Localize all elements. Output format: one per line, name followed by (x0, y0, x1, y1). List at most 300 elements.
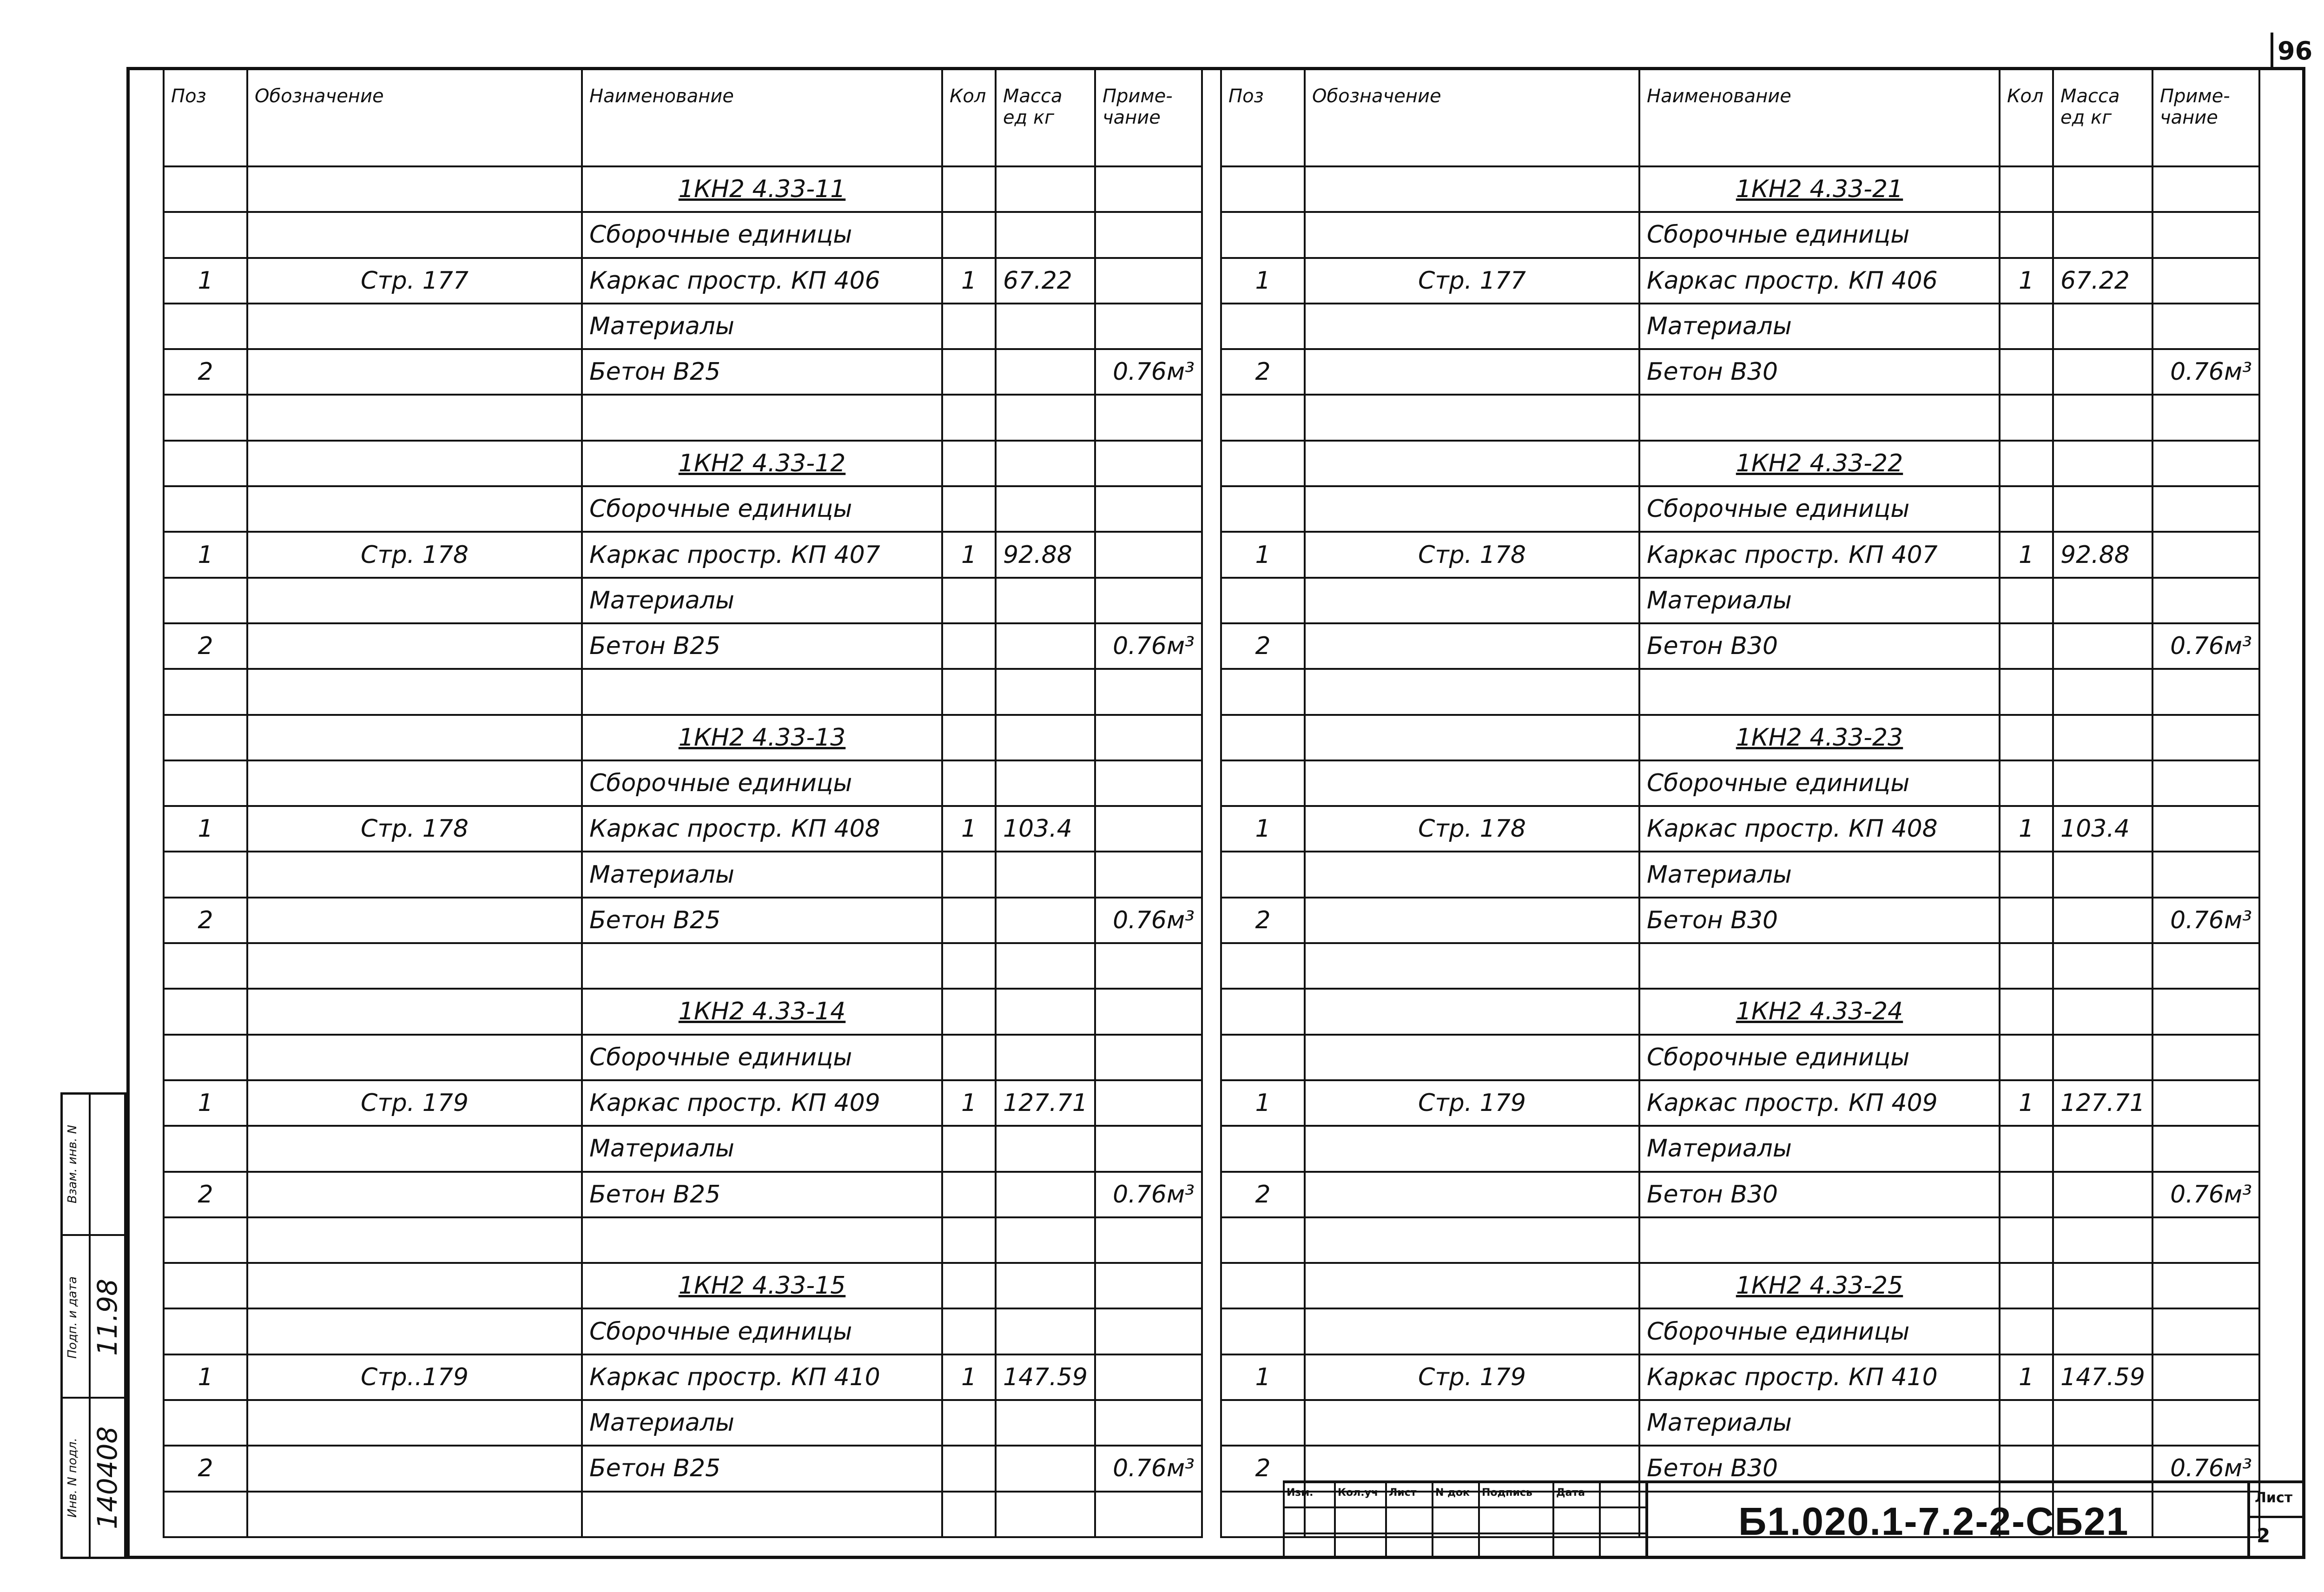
cell-designation: Стр. 178 (247, 532, 582, 577)
cell-name: Каркас простр. КП 409 (1639, 1080, 2000, 1126)
cell-note (1095, 715, 1202, 760)
grid-line (1334, 1483, 1336, 1559)
cell-pos (164, 578, 247, 623)
cell-mass (996, 715, 1095, 760)
cell-name: Материалы (1639, 852, 2000, 897)
cell-mass (996, 1172, 1095, 1217)
cell-qty (942, 578, 996, 623)
tb-col-list: Лист (1389, 1487, 1417, 1499)
cell-name (582, 395, 942, 440)
cell-pos (164, 1492, 247, 1537)
cell-name: Бетон В25 (582, 623, 942, 669)
cell-qty (2000, 898, 2053, 943)
cell-note (2152, 578, 2259, 623)
cell-name: Материалы (1639, 578, 2000, 623)
cell-note (2152, 441, 2259, 486)
grid-line (1552, 1483, 1554, 1559)
cell-pos (164, 715, 247, 760)
group-title: 1КН2 4.33-21 (1639, 166, 2000, 212)
header-pos: Поз (1221, 68, 1305, 166)
cell-mass (996, 486, 1095, 532)
cell-name (582, 669, 942, 714)
cell-mass (996, 1446, 1095, 1491)
inv-orig-label: Инв. N подл. (66, 1438, 79, 1518)
cell-note (1095, 578, 1202, 623)
cell-name: Сборочные единицы (1639, 760, 2000, 806)
cell-name: Каркас простр. КП 407 (582, 532, 942, 577)
cell-designation (1305, 395, 1639, 440)
table-row (164, 1446, 1202, 1491)
table-row (1221, 1080, 2259, 1126)
cell-name: Материалы (1639, 304, 2000, 349)
cell-mass (2053, 486, 2152, 532)
cell-qty (942, 166, 996, 212)
header-mass: Масса ед кг (2053, 68, 2152, 166)
cell-mass: 147.59 (2053, 1354, 2152, 1400)
cell-mass (996, 669, 1095, 714)
cell-mass (996, 212, 1095, 258)
table-row (164, 441, 1202, 486)
cell-mass: 103.4 (2053, 806, 2152, 852)
cell-pos (1221, 1400, 1305, 1446)
cell-qty (2000, 395, 2053, 440)
cell-note (2152, 852, 2259, 897)
cell-pos (164, 669, 247, 714)
spec-header-row (1221, 68, 2259, 166)
cell-mass (2053, 623, 2152, 669)
cell-note (1095, 304, 1202, 349)
cell-name: Бетон В25 (582, 1172, 942, 1217)
cell-name (582, 1217, 942, 1263)
table-row (1221, 1172, 2259, 1217)
cell-designation (247, 852, 582, 897)
cell-pos (1221, 943, 1305, 989)
cell-name (1639, 1217, 2000, 1263)
page-number: 96 (2278, 36, 2313, 66)
cell-designation: Стр. 179 (1305, 1354, 1639, 1400)
cell-note (2152, 715, 2259, 760)
cell-pos (164, 304, 247, 349)
cell-qty (942, 852, 996, 897)
cell-designation (247, 760, 582, 806)
cell-pos: 2 (164, 1172, 247, 1217)
cell-mass: 67.22 (2053, 258, 2152, 304)
cell-mass (2053, 1172, 2152, 1217)
cell-pos (1221, 669, 1305, 714)
cell-mass (2053, 441, 2152, 486)
cell-name: Материалы (1639, 1126, 2000, 1171)
cell-designation: Стр. 177 (247, 258, 582, 304)
cell-designation (247, 1446, 582, 1491)
table-row (1221, 258, 2259, 304)
cell-mass (996, 1400, 1095, 1446)
cell-mass (2053, 760, 2152, 806)
sheet-number-box (2247, 1483, 2305, 1559)
cell-qty (942, 1263, 996, 1308)
header-mass: Масса ед кг (996, 68, 1095, 166)
cell-name: Бетон В30 (1639, 898, 2000, 943)
cell-pos (1221, 166, 1305, 212)
cell-mass (996, 395, 1095, 440)
table-row (1221, 1126, 2259, 1171)
cell-note: 0.76м³ (1095, 349, 1202, 395)
cell-designation (1305, 349, 1639, 395)
grid-line (1432, 1483, 1433, 1559)
cell-name: Материалы (1639, 1400, 2000, 1446)
header-designation: Обозначение (1305, 68, 1639, 166)
cell-name: Сборочные единицы (582, 486, 942, 532)
cell-qty (942, 1400, 996, 1446)
cell-designation (247, 486, 582, 532)
table-row (164, 852, 1202, 897)
table-row (1221, 898, 2259, 943)
cell-qty (942, 669, 996, 714)
cell-designation (1305, 943, 1639, 989)
cell-designation (1305, 1308, 1639, 1354)
table-row (1221, 395, 2259, 440)
cell-note (1095, 669, 1202, 714)
table-row (164, 989, 1202, 1034)
cell-qty (942, 1308, 996, 1354)
cell-designation (1305, 1217, 1639, 1263)
cell-designation (247, 943, 582, 989)
cell-mass: 127.71 (2053, 1080, 2152, 1126)
cell-mass (2053, 1263, 2152, 1308)
cell-designation: Стр. 177 (1305, 258, 1639, 304)
tb-col-kol: Кол.уч (1338, 1487, 1379, 1499)
cell-note (1095, 441, 1202, 486)
cell-qty (942, 989, 996, 1034)
cell-name: Сборочные единицы (1639, 1035, 2000, 1080)
revision-grid (1283, 1483, 1645, 1559)
cell-qty (942, 1217, 996, 1263)
table-row (164, 1400, 1202, 1446)
cell-designation (247, 1400, 582, 1446)
cell-mass (996, 1308, 1095, 1354)
cell-name: Бетон В30 (1639, 349, 2000, 395)
group-title: 1КН2 4.33-12 (582, 441, 942, 486)
cell-name: Бетон В25 (582, 898, 942, 943)
cell-qty (2000, 1263, 2053, 1308)
cell-designation (247, 715, 582, 760)
cell-name: Сборочные единицы (582, 760, 942, 806)
tb-col-ndok: N док (1435, 1487, 1470, 1499)
table-row (164, 212, 1202, 258)
cell-pos (1221, 1217, 1305, 1263)
cell-name: Материалы (582, 578, 942, 623)
sheet-box-divider (2250, 1516, 2305, 1518)
cell-name: Каркас простр. КП 408 (582, 806, 942, 852)
cell-name (1639, 395, 2000, 440)
cell-mass (2053, 1217, 2152, 1263)
table-row (1221, 852, 2259, 897)
cell-name: Сборочные единицы (1639, 486, 2000, 532)
cell-mass: 92.88 (2053, 532, 2152, 577)
cell-name: Сборочные единицы (582, 212, 942, 258)
spec-header-row (164, 68, 1202, 166)
cell-qty (2000, 715, 2053, 760)
cell-pos: 1 (164, 806, 247, 852)
cell-name: Бетон В30 (1639, 1446, 2000, 1491)
table-row (1221, 806, 2259, 852)
spec-table-left (163, 67, 1203, 1538)
tb-col-izm: Изм. (1287, 1487, 1314, 1499)
cell-designation (247, 441, 582, 486)
cell-mass (2053, 852, 2152, 897)
cell-pos: 1 (164, 1354, 247, 1400)
table-row (164, 1217, 1202, 1263)
cell-name: Бетон В25 (582, 1446, 942, 1491)
cell-name (582, 943, 942, 989)
table-row (1221, 441, 2259, 486)
cell-mass (996, 943, 1095, 989)
cell-qty (2000, 989, 2053, 1034)
grid-line (1283, 1506, 1645, 1508)
cell-qty (942, 441, 996, 486)
cell-note: 0.76м³ (1095, 898, 1202, 943)
cell-pos: 2 (164, 1446, 247, 1491)
cell-qty (942, 304, 996, 349)
table-row (1221, 1308, 2259, 1354)
cell-name (1639, 669, 2000, 714)
cell-designation (1305, 898, 1639, 943)
table-row (1221, 1263, 2259, 1308)
cell-name: Бетон В25 (582, 349, 942, 395)
cell-name: Бетон В30 (1639, 623, 2000, 669)
cell-designation (247, 669, 582, 714)
table-row (1221, 1035, 2259, 1080)
cell-qty (2000, 486, 2053, 532)
table-row (164, 669, 1202, 714)
cell-pos (1221, 304, 1305, 349)
cell-pos (164, 1217, 247, 1263)
cell-pos: 2 (1221, 1172, 1305, 1217)
cell-qty: 1 (2000, 806, 2053, 852)
cell-designation (1305, 669, 1639, 714)
table-row (1221, 669, 2259, 714)
cell-qty (2000, 166, 2053, 212)
grid-line (1478, 1483, 1480, 1559)
table-row (164, 1080, 1202, 1126)
cell-mass (2053, 1400, 2152, 1446)
cell-note (2152, 989, 2259, 1034)
cell-qty: 1 (942, 806, 996, 852)
cell-name: Бетон В30 (1639, 1172, 2000, 1217)
table-row (164, 760, 1202, 806)
cell-qty (942, 715, 996, 760)
header-name: Наименование (1639, 68, 2000, 166)
table-row (164, 578, 1202, 623)
cell-name: Каркас простр. КП 406 (1639, 258, 2000, 304)
cell-mass: 92.88 (996, 532, 1095, 577)
sign-date-label: Подп. и дата (66, 1276, 79, 1359)
cell-pos (1221, 395, 1305, 440)
cell-note (1095, 852, 1202, 897)
cell-pos (164, 989, 247, 1034)
table-row (1221, 1400, 2259, 1446)
spec-table-right (1220, 67, 2260, 1538)
cell-name: Каркас простр. КП 409 (582, 1080, 942, 1126)
header-qty: Кол (942, 68, 996, 166)
cell-designation: Стр. 178 (247, 806, 582, 852)
cell-qty: 1 (942, 532, 996, 577)
cell-designation (247, 1217, 582, 1263)
cell-note (2152, 304, 2259, 349)
cell-designation (1305, 1172, 1639, 1217)
cell-pos: 1 (1221, 258, 1305, 304)
table-row (164, 806, 1202, 852)
cell-designation (1305, 486, 1639, 532)
cell-qty (2000, 623, 2053, 669)
cell-pos (164, 441, 247, 486)
cell-qty (942, 212, 996, 258)
cell-note: 0.76м³ (1095, 1446, 1202, 1491)
cell-designation (247, 1263, 582, 1308)
cell-name (582, 1492, 942, 1537)
cell-mass (996, 898, 1095, 943)
cell-mass (996, 989, 1095, 1034)
cell-note: 0.76м³ (2152, 1446, 2259, 1491)
cell-name: Каркас простр. КП 410 (582, 1354, 942, 1400)
cell-note (2152, 1080, 2259, 1126)
cell-pos: 1 (164, 532, 247, 577)
cell-qty (2000, 304, 2053, 349)
cell-name: Каркас простр. КП 407 (1639, 532, 2000, 577)
cell-designation (247, 989, 582, 1034)
cell-mass (996, 441, 1095, 486)
cell-pos: 2 (164, 623, 247, 669)
cell-pos: 1 (164, 1080, 247, 1126)
cell-designation (247, 898, 582, 943)
cell-note (2152, 486, 2259, 532)
cell-pos (164, 486, 247, 532)
cell-designation (1305, 989, 1639, 1034)
cell-note (1095, 1308, 1202, 1354)
cell-pos (164, 1400, 247, 1446)
cell-qty (2000, 760, 2053, 806)
cell-note (2152, 166, 2259, 212)
cell-mass (996, 349, 1095, 395)
cell-pos (164, 1126, 247, 1171)
cell-mass (996, 578, 1095, 623)
tb-col-date: Дата (1556, 1487, 1585, 1499)
cell-designation (1305, 166, 1639, 212)
cell-name (1639, 943, 2000, 989)
cell-note (1095, 760, 1202, 806)
table-row (1221, 623, 2259, 669)
table-row (164, 532, 1202, 577)
cell-mass: 147.59 (996, 1354, 1095, 1400)
grid-line (1283, 1533, 1645, 1534)
table-row (164, 1126, 1202, 1171)
inv-orig-value: 140408 (92, 1426, 123, 1529)
cell-pos (164, 1035, 247, 1080)
cell-pos (1221, 852, 1305, 897)
cell-note (1095, 1217, 1202, 1263)
cell-note (2152, 1217, 2259, 1263)
cell-designation: Стр. 178 (1305, 532, 1639, 577)
cell-qty (2000, 1217, 2053, 1263)
cell-mass: 103.4 (996, 806, 1095, 852)
cell-pos: 2 (1221, 349, 1305, 395)
cell-pos: 2 (1221, 1446, 1305, 1491)
cell-note (1095, 1400, 1202, 1446)
group-title: 1КН2 4.33-14 (582, 989, 942, 1034)
cell-note (2152, 532, 2259, 577)
cell-note (1095, 212, 1202, 258)
cell-qty (2000, 212, 2053, 258)
title-block (1283, 1480, 2305, 1559)
cell-name: Материалы (582, 304, 942, 349)
cell-qty: 1 (942, 1080, 996, 1126)
tb-col-sign: Подпись (1482, 1487, 1532, 1499)
cell-qty: 1 (2000, 1080, 2053, 1126)
table-row (1221, 760, 2259, 806)
cell-note: 0.76м³ (1095, 1172, 1202, 1217)
cell-note (1095, 258, 1202, 304)
cell-qty (942, 349, 996, 395)
table-row (164, 898, 1202, 943)
cell-note (1095, 1492, 1202, 1537)
cell-pos: 1 (1221, 1354, 1305, 1400)
cell-note (2152, 1263, 2259, 1308)
title-block-divider (1645, 1483, 1648, 1559)
cell-designation: Стр. 179 (247, 1080, 582, 1126)
table-row (1221, 1217, 2259, 1263)
cell-note (1095, 1080, 1202, 1126)
cell-designation: Стр. 179 (1305, 1080, 1639, 1126)
cell-qty (942, 486, 996, 532)
cell-note (2152, 1400, 2259, 1446)
cell-mass (2053, 1035, 2152, 1080)
cell-qty (2000, 1400, 2053, 1446)
cell-note (2152, 806, 2259, 852)
cell-designation (247, 1035, 582, 1080)
cell-mass (2053, 715, 2152, 760)
group-title: 1КН2 4.33-25 (1639, 1263, 2000, 1308)
cell-designation (1305, 715, 1639, 760)
cell-pos (1221, 212, 1305, 258)
table-row (1221, 212, 2259, 258)
cell-qty (2000, 943, 2053, 989)
cell-pos (1221, 441, 1305, 486)
header-pos: Поз (164, 68, 247, 166)
cell-note (2152, 760, 2259, 806)
cell-designation (247, 349, 582, 395)
cell-note (2152, 1354, 2259, 1400)
cell-name: Сборочные единицы (1639, 1308, 2000, 1354)
cell-qty (2000, 441, 2053, 486)
cell-pos: 2 (1221, 623, 1305, 669)
cell-mass (996, 1492, 1095, 1537)
cell-designation (1305, 1400, 1639, 1446)
cell-mass (2053, 669, 2152, 714)
cell-pos (164, 212, 247, 258)
cell-qty (942, 623, 996, 669)
cell-mass (996, 623, 1095, 669)
table-row (164, 1354, 1202, 1400)
table-row (1221, 989, 2259, 1034)
cell-mass (2053, 395, 2152, 440)
table-row (164, 349, 1202, 395)
cell-pos (1221, 989, 1305, 1034)
cell-pos: 1 (164, 258, 247, 304)
cell-mass (2053, 1308, 2152, 1354)
table-row (1221, 349, 2259, 395)
sheet-label: Лист (2255, 1490, 2293, 1506)
page-number-divider (2271, 33, 2273, 67)
cell-mass (2053, 578, 2152, 623)
